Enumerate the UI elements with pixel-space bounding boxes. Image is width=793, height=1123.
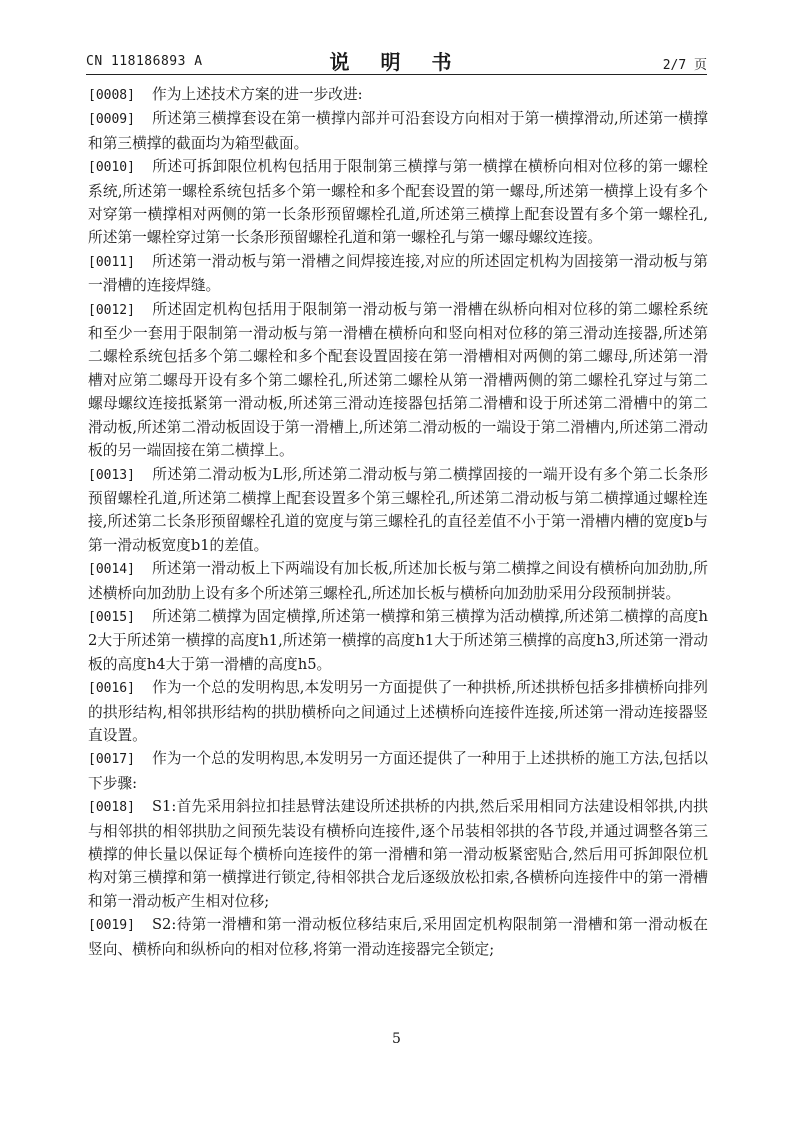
paragraph-number: [0009] (88, 112, 135, 128)
paragraph-0019 (88, 913, 708, 961)
paragraph-text: 所述第二滑动板为L形,所述第二滑动板与第二横撑固接的一端开设有多个第二长条形预留螺栓孔道,所述第二横撑上配套设置多个第三螺栓孔,所述第二滑动板与第二横撑通过螺栓连接,所述第二长条形预留螺栓孔道的宽度与第三螺栓孔的直径差值不小于第一滑槽内槽的宽度b与第一滑动板宽度b1的差值。 (88, 465, 708, 554)
paragraph-text: 所述第三横撑套设在第一横撑内部并可沿套设方向相对于第一横撑滑动,所述第一横撑和第三横撑的截面均为箱型截面。 (88, 110, 708, 152)
publication-number: CN 118186893 A (86, 54, 203, 69)
paragraph-text: 所述可拆卸限位机构包括用于限制第三横撑与第一横撑在横桥向相对位移的第一螺栓系统,所述第一螺栓系统包括多个第一螺栓和多个配套设置的第一螺母,所述第一横撑上设有多个对穿第一横撑相对两侧的第一长条形预留螺栓孔道,所述第三横撑上配套设置有多个第一螺栓孔,所述第一螺栓穿过第一长条形预留螺栓孔道和第一螺栓孔与第一螺母螺纹连接。 (88, 158, 708, 247)
paragraph-0012 (88, 298, 708, 463)
paragraph-0011 (88, 250, 708, 298)
paragraph-number: [0015] (88, 609, 135, 625)
page-header (86, 46, 707, 72)
paragraph-0008 (88, 83, 708, 107)
paragraph-number: [0016] (88, 681, 135, 697)
paragraph-text: 所述固定机构包括用于限制第一滑动板与第一滑槽在纵桥向相对位移的第二螺栓系统和至少一套用于限制第一滑动板与第一滑槽在横桥向和竖向相对位移的第三滑动连接器,所述第二螺栓系统包括多个第二螺栓和多个配套设置固接在第一滑槽相对两侧的第二螺母,所述第一滑槽对应第二螺母开设有多个第二螺栓孔,所述第二螺栓从第一滑槽两侧的第二螺栓孔穿过与第二螺母螺纹连接抵紧第一滑动板,所述第三滑动连接器包括第二滑槽和设于所述第二滑槽中的第二滑动板,所述第二滑动板固设于第一滑槽上,所述第二滑动板的一端设于第二滑槽内,所述第二滑动板的另一端固接在第二横撑上。 (88, 300, 708, 460)
paragraph-text: S1:首先采用斜拉扣挂悬臂法建设所述拱桥的内拱,然后采用相同方法建设相邻拱,内拱与相邻拱的相邻拱肋之间预先装设有横桥向连接件,逐个吊装相邻拱的各节段,并通过调整各第三横撑的伸长量以保证每个横桥向连接件的第一滑槽和第一滑动板紧密贴合,然后用可拆卸限位机构对第三横撑和第一横撑进行锁定,待相邻拱合龙后逐级放松扣索,各横桥向连接件中的第一滑槽和第一滑动板产生相对位移; (88, 798, 708, 910)
paragraph-number: [0013] (88, 467, 135, 483)
paragraph-text: 所述第二横撑为固定横撑,所述第一横撑和第三横撑为活动横撑,所述第二横撑的高度h2大于所述第一横撑的高度h1,所述第一横撑的高度h1大于所述第三横撑的高度h3,所述第一滑动板的高度h4大于第一滑槽的高度h5。 (88, 607, 708, 673)
paragraph-0013 (88, 463, 708, 558)
paragraph-text: 所述第一滑动板与第一滑槽之间焊接连接,对应的所述固定机构为固接第一滑动板与第一滑槽的连接焊缝。 (88, 252, 708, 295)
page-number: 5 (392, 1031, 401, 1047)
paragraph-0014 (88, 557, 708, 605)
paragraph-0016 (88, 676, 708, 747)
paragraph-0010 (88, 155, 708, 250)
paragraph-number: [0019] (88, 918, 135, 934)
paragraph-0015 (88, 605, 708, 676)
paragraph-number: [0012] (88, 302, 135, 318)
paragraph-number: [0011] (88, 254, 135, 270)
paragraph-text: S2:待第一滑槽和第一滑动板位移结束后,采用固定机构限制第一滑槽和第一滑动板在竖向、横桥向和纵桥向的相对位移,将第一滑动连接器完全锁定; (88, 916, 708, 958)
paragraph-text: 作为上述技术方案的进一步改进: (152, 86, 363, 103)
paragraph-text: 所述第一滑动板上下两端设有加长板,所述加长板与第二横撑之间设有横桥向加劲肋,所述横桥向加劲肋上设有多个所述第三螺栓孔,所述加长板与横桥向加劲肋采用分段预制拼装。 (88, 560, 708, 602)
document-body (88, 83, 708, 961)
paragraph-text: 作为一个总的发明构思,本发明另一方面还提供了一种用于上述拱桥的施工方法,包括以下步骤: (88, 750, 708, 792)
paragraph-number: [0010] (88, 160, 135, 176)
paragraph-0009 (88, 107, 708, 155)
paragraph-text: 作为一个总的发明构思,本发明另一方面提供了一种拱桥,所述拱桥包括多排横桥向排列的拱形结构,相邻拱形结构的拱肋横桥向之间通过上述横桥向连接件连接,所述第一滑动连接器竖直设置。 (88, 679, 708, 744)
paragraph-number: [0008] (88, 88, 135, 103)
paragraph-number: [0018] (88, 800, 135, 816)
paragraph-0018 (88, 795, 708, 913)
paragraph-0017 (88, 747, 708, 795)
paragraph-number: [0014] (88, 562, 135, 578)
document-title: 说 明 书 (329, 50, 464, 74)
page-info: 2/7 页 (662, 58, 707, 73)
paragraph-number: [0017] (88, 752, 135, 768)
header-rule (86, 74, 707, 75)
